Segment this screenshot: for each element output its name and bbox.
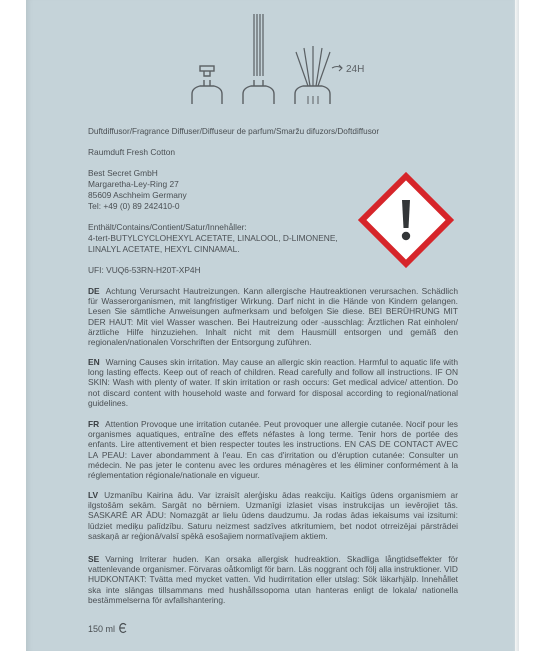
diffuser-reeds-icon	[243, 14, 274, 104]
warning-de: DE Achtung Verursacht Hautreizungen. Kann allergische Hautreaktionen verursachen. Schädlich für Wasserorganismen, mit langfristiger Wirkung. Darf nicht in die Hände von Kindern gelangen. Lesen Sie sämtliche Anweisungen aufmerksam und befolgen Sie diese. BEI BERÜHRUNG MIT DER HAUT: Mit viel Wasser waschen. Bei Hautreizung oder -ausschlag: Ärztlichen Rat einholen/ärztliche Hilfe hinzuziehen. Inhalt nicht mit dem Hausmüll entsorgen und gemäß den regionalen/nationalen Vorschriften der Entsorgung zuführen.	[88, 286, 458, 348]
company-city: 85609 Aschheim Germany	[88, 190, 187, 200]
volume-label: 150 ml	[88, 624, 116, 634]
product-name: Raumduft Fresh Cotton	[88, 147, 176, 157]
exclamation-hazard-icon	[358, 172, 454, 268]
ingredients-heading: Enthält/Contains/Contient/Satur/Innehåller:	[88, 222, 247, 232]
warning-lv: LV Uzmanību Kairina ādu. Var izraisīt alerģisku ādas reakciju. Kaitīgs ūdens organismiem ar ilgstošām sekām. Sargāt no bērniem. Uzmanīgi izlasiet visas instrukcijas un ievērojiet tās. SASKARĒ AR ĀDU: Nomazgāt ar lielu ūdens daudzumu. Ja rodas ādas iekaisums vai izsitumi: lūdziet mediķu palīdzību. Saturu neizmest sadzīves atkritumiem, bet nodot otrreizējai pārstrādei saskaņā ar reģionā/valsī spēkā esošajiem normatīvajiem aktiem.	[88, 490, 458, 541]
ingredients-line-1: 4-tert-BUTYLCYCLOHEXYL ACETATE, LINALOOL, D-LIMONENE,	[88, 233, 338, 243]
diffuser-cap-icon	[192, 66, 222, 104]
diffuser-spread-icon	[295, 46, 342, 104]
company-street: Margaretha-Ley-Ring 27	[88, 179, 179, 189]
usage-instructions-icons	[190, 8, 370, 113]
duration-label: 24H	[346, 64, 365, 75]
company-name: Best Secret GmbH	[88, 168, 158, 178]
ufi-code: UFI: VUQ6-53RN-H20T-XP4H	[88, 265, 201, 275]
e-estimated-sign-icon	[118, 622, 128, 634]
product-types: Duftdiffusor/Fragrance Diffuser/Diffuseur de parfum/Smaržu difuzors/Doftdiffusor	[88, 127, 380, 136]
box-edge	[513, 0, 519, 651]
company-phone: Tel: +49 (0) 89 242410-0	[88, 201, 180, 211]
warning-en: EN Warning Causes skin irritation. May cause an allergic skin reaction. Harmful to aquatic life with long lasting effects. Keep out of reach of children. Read carefully and follow all instructions. IF ON SKIN: Wash with plenty of water. If skin irritation or rash occurs: Get medical advice/ attention. Do not discard content with household waste and forward for disposal according to regional/national guidelines.	[88, 357, 458, 408]
warning-fr: FR Attention Provoque une irritation cutanée. Peut provoquer une allergie cutanée. Nocif pour les organismes aquatiques, entraîne des effets néfastes à long terme. Tenir hors de portée des enfants. Lire attentivement et bien respecter toutes les instructions. EN CAS DE CONTACT AVEC LA PEAU: Laver abondamment à l'eau. En cas d'irritation ou d'éruption cutanée: Consulter un médecin. Ne pas jeter le contenu avec les ordures ménagères et les éliminer conformément à la réglementation régionale/nationale en vigueur.	[88, 419, 458, 481]
ingredients-line-2: LINALYL ACETATE, HEXYL CINNAMAL.	[88, 244, 240, 254]
warning-se: SE Varning Irriterar huden. Kan orsaka allergisk hudreaktion. Skadliga långtidseffekter för vattenlevande organismer. Förvaras oåtkomligt för barn. Läs noggrant och följ alla instruktioner. VID HUDKONTAKT: Tvätta med mycket vatten. Vid hudirritation eller utslag: Sök läkarhjälp. Innehållet ska inte slängas tillsammans med hushållssopoma utan hanteras enligt de lokala/ nationella bestämmelserna för avfallshantering.	[88, 554, 458, 605]
